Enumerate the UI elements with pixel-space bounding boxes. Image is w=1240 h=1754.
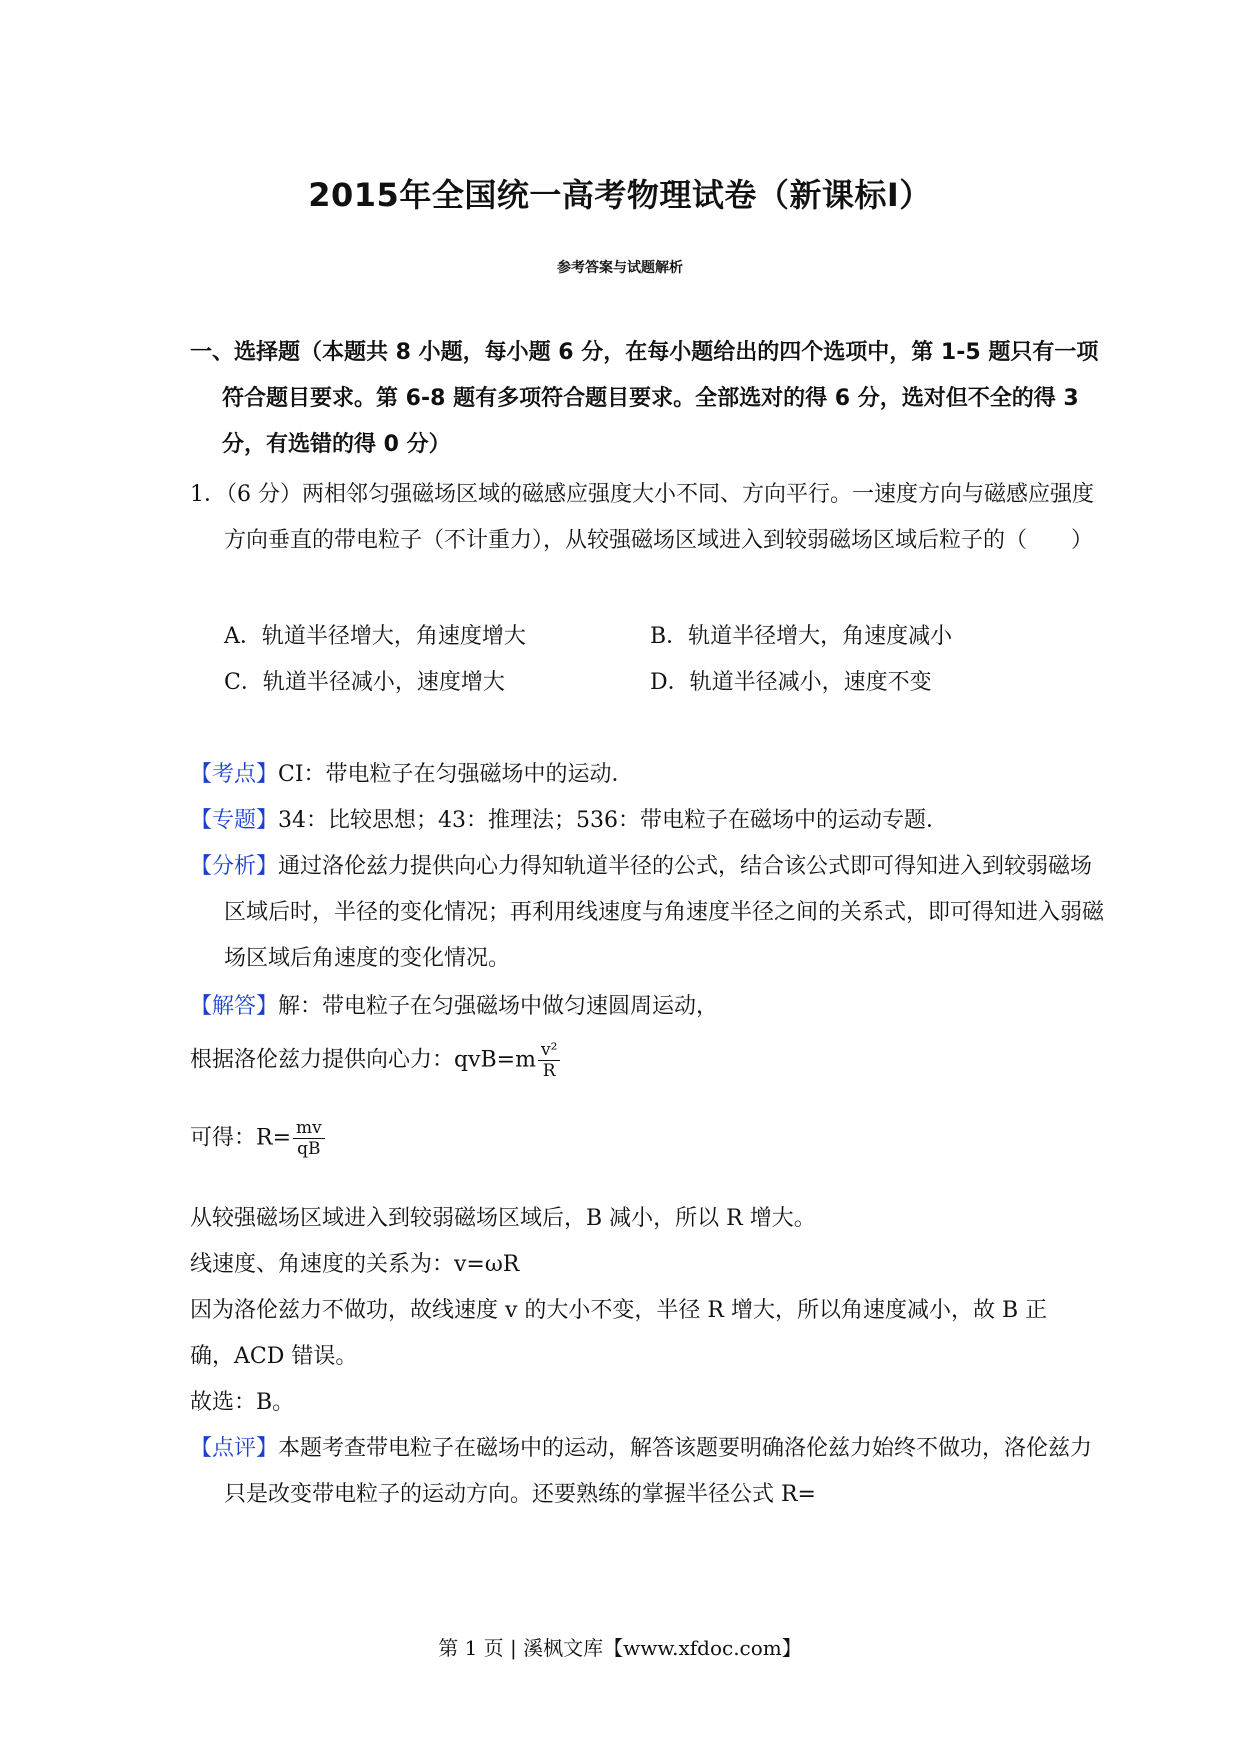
page-title: 2015年全国统一高考物理试卷（新课标Ⅰ） (308, 176, 932, 214)
zhuanti-text: 34：比较思想；43：推理法；536：带电粒子在磁场中的运动专题． (278, 808, 948, 833)
solution-line-force-text: 根据洛伦兹力提供向心力：qvB=m (190, 1047, 536, 1073)
solution-line-4: 线速度、角速度的关系为：v=ωR (190, 1252, 520, 1277)
kaodian-text: CI：带电粒子在匀强磁场中的运动． (278, 762, 634, 787)
fraction-mv-over-qb (293, 1118, 325, 1159)
solution-line-5: 因为洛伦兹力不做功，故线速度 v 的大小不变，半径 R 增大，所以角速度减小，故 B 正确，ACD 错误。 (190, 1298, 1048, 1369)
fenxi-text: 通过洛伦兹力提供向心力得知轨道半径的公式，结合该公式即可得知进入到较弱磁场区域后时，半径的变化情况；再利用线速度与角速度半径之间的关系式，即可得知进入弱磁场区域后角速度的变化情况。 (224, 854, 1105, 971)
solution-line-6: 故选：B。 (190, 1390, 295, 1415)
fraction-denominator: qB (297, 1139, 321, 1159)
solution-line-force (190, 1040, 560, 1081)
dianping-paragraph (190, 1426, 1104, 1518)
solution-line-radius-text: 可得：R= (190, 1125, 291, 1151)
dianping-tag: 【点评】 (190, 1436, 279, 1461)
zhuanti-tag: 【专题】 (190, 808, 279, 833)
fraction-v2-over-r (538, 1040, 560, 1081)
kaodian-paragraph (190, 752, 1104, 798)
page-subtitle: 参考答案与试题解析 (557, 260, 683, 276)
section-heading: 一、选择题（本题共 8 小题，每小题 6 分，在每小题给出的四个选项中，第 1-5 题只有一项符合题目要求。第 6-8 题有多项符合题目要求。全部选对的得 6 分，选对但不全的得 3 分，有选错的得 0 分） (190, 340, 1099, 457)
fenxi-paragraph (190, 844, 1104, 982)
solution-line-radius (190, 1118, 325, 1159)
dianping-text: 本题考查带电粒子在磁场中的运动，解答该题要明确洛伦兹力始终不做功，洛伦兹力只是改变带电粒子的运动方向。还要熟练的掌握半径公式 R= (224, 1436, 1093, 1507)
solution-line-3: 从较强磁场区域进入到较弱磁场区域后，B 减小，所以 R 增大。 (190, 1206, 816, 1231)
jieda-tag: 【解答】 (190, 994, 279, 1019)
fraction-numerator: mv (293, 1118, 325, 1139)
fraction-numerator: v² (538, 1040, 560, 1061)
question-1-stem: 1．（6 分）两相邻匀强磁场区域的磁感应强度大小不同、方向平行。一速度方向与磁感应强度方向垂直的带电粒子（不计重力），从较强磁场区域进入到较弱磁场区域后粒子的（ ） (190, 482, 1094, 553)
option-a: A．轨道半径增大，角速度增大 (224, 624, 526, 649)
page-footer: 第 1 页 | 溪枫文库【www.xfdoc.com】 (438, 1636, 802, 1660)
fenxi-tag: 【分析】 (190, 854, 279, 879)
zhuanti-paragraph (190, 798, 1104, 844)
jieda-text: 解：带电粒子在匀强磁场中做匀速圆周运动， (278, 994, 719, 1019)
fraction-denominator: R (542, 1061, 556, 1081)
jieda-paragraph (190, 984, 1104, 1030)
option-b: B．轨道半径增大，角速度减小 (650, 624, 953, 649)
kaodian-tag: 【考点】 (190, 762, 279, 787)
option-d: D．轨道半径减小，速度不变 (650, 670, 932, 695)
option-c: C．轨道半径减小，速度增大 (224, 670, 505, 695)
